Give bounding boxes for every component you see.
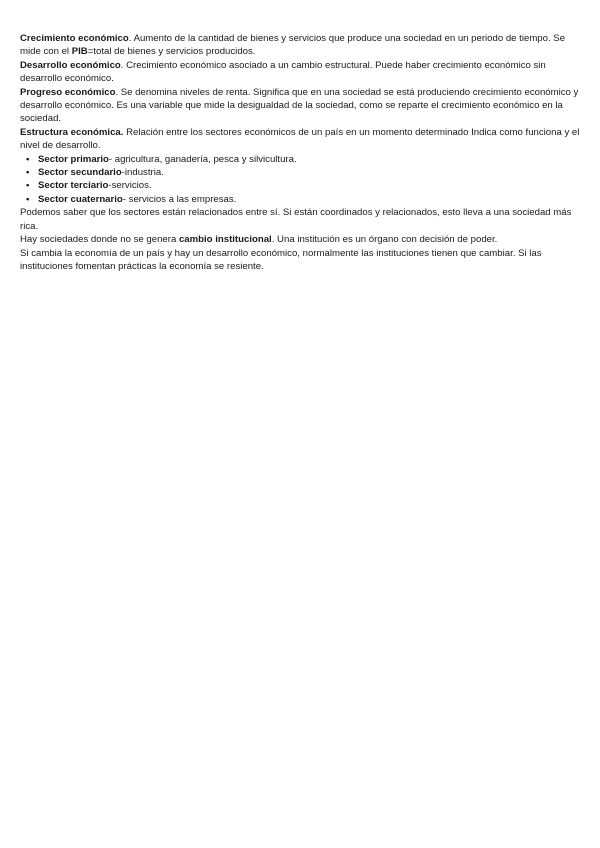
term-sector-terciario: Sector terciario [38, 180, 109, 192]
document-body [20, 32, 584, 273]
list-item-sector-cuaternario [26, 193, 584, 206]
text-sector-cuaternario: - servicios a las empresas. [122, 193, 237, 205]
term-sector-cuaternario: Sector cuaternario [38, 193, 123, 205]
term-cambio-institucional: cambio institucional [178, 234, 272, 246]
term-sector-primario: Sector primario [38, 153, 109, 165]
bullet-icon: • [26, 193, 30, 205]
text-desarrollo: . Crecimiento económico asociado a un cambio estructural. Puede haber crecimiento económico sin desarrollo económico. [20, 59, 546, 85]
paragraph-relacionados: Podemos saber que los sectores están relacionados entre sí. Si están coordinados y relacionados, esto lleva a una sociedad más rica. [20, 207, 572, 232]
bullet-icon: • [26, 180, 30, 192]
bullet-icon: • [26, 167, 30, 179]
text-estructura: Relación entre los sectores económicos de un país en un momento determinado Indica como funciona y el nivel de desarrollo. [20, 126, 580, 152]
list-item-sector-terciario [26, 179, 584, 192]
paragraph-estructura [20, 126, 584, 153]
list-item-sector-primario [26, 153, 584, 166]
text-crecimiento-1: . Aumento de la cantidad de bienes y servicios que produce una sociedad en un periodo de tiempo. Se mide con el [20, 33, 566, 58]
text-institucional-2: . Una institución es un órgano con decisión de poder. [271, 234, 498, 246]
paragraph-institucional [20, 233, 584, 246]
text-sector-primario: - agricultura, ganadería, pesca y silvicultura. [108, 153, 297, 165]
text-sector-terciario: -servicios. [108, 180, 152, 192]
term-estructura: Estructura económica. [20, 126, 124, 138]
term-sector-secundario: Sector secundario [38, 167, 122, 179]
paragraph-progreso [20, 86, 584, 126]
term-pib: PIB [71, 46, 88, 58]
paragraph-cambia: Si cambia la economía de un país y hay un desarrollo económico, normalmente las instituciones tienen que cambiar. Si las instituciones fomentan prácticas la economía se resiente. [20, 247, 542, 272]
term-crecimiento: Crecimiento económico [20, 33, 129, 44]
text-progreso: . Se denomina niveles de renta. Significa que en una sociedad se está produciendo crecimiento económico y desarrollo económico. Es una variable que mide la desigualdad de la sociedad, como se reparte el crecimiento económico en la sociedad. [20, 86, 579, 125]
paragraph-crecimiento [20, 32, 584, 59]
sector-list [20, 153, 584, 207]
text-crecimiento-2: =total de bienes y servicios producidos. [87, 46, 256, 58]
term-progreso: Progreso económico [20, 86, 116, 98]
bullet-icon: • [26, 153, 30, 165]
text-sector-secundario: -industria. [121, 167, 164, 179]
text-institucional-1: Hay sociedades donde no se genera [20, 234, 179, 246]
term-desarrollo: Desarrollo económico [20, 59, 121, 71]
paragraph-desarrollo [20, 59, 584, 86]
list-item-sector-secundario [26, 166, 584, 179]
